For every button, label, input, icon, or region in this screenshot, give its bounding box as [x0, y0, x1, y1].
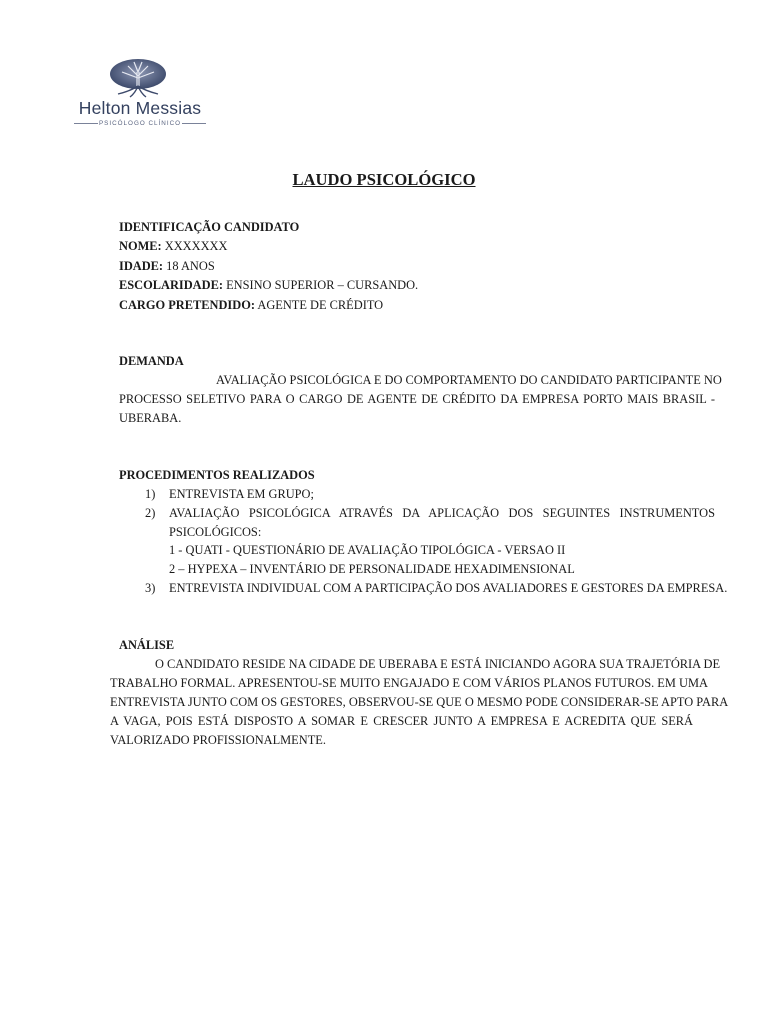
logo-name: Helton Messias	[78, 98, 202, 118]
list-item: ENTREVISTA INDIVIDUAL COM A PARTICIPAÇÃO DOS AVALIADORES E GESTORES DA EMPRESA.	[169, 581, 728, 595]
list-number: 2)	[145, 506, 156, 520]
field-value: ENSINO SUPERIOR – CURSANDO.	[226, 278, 419, 292]
field-value: XXXXXXX	[164, 239, 228, 253]
analysis-line-last: VALORIZADO PROFISSIONALMENTE.	[110, 733, 326, 747]
logo	[60, 54, 220, 126]
field-name	[119, 237, 227, 256]
field-value: 18 ANOS	[166, 259, 215, 273]
list-number: 1)	[145, 487, 156, 501]
list-item-text: AVALIAÇÃO PSICOLÓGICA ATRAVÉS DA APLICAÇÃO DOS SEGUINTES INSTRUMENTOS	[169, 506, 715, 520]
analysis-text: A VAGA, POIS ESTÁ DISPOSTO A SOMAR E CRESCER JUNTO A EMPRESA E ACREDITA QUE SERÁ	[110, 714, 693, 728]
identification-heading: IDENTIFICAÇÃO CANDIDATO	[119, 220, 300, 234]
tree-icon	[108, 58, 168, 98]
field-label: CARGO PRETENDIDO:	[119, 298, 255, 312]
analysis-text: TRABALHO FORMAL. APRESENTOU-SE MUITO ENGAJADO E COM VÁRIOS PLANOS FUTUROS. EM UMA	[110, 676, 708, 690]
field-value: AGENTE DE CRÉDITO	[257, 298, 384, 312]
field-label: IDADE:	[119, 259, 164, 273]
list-item: ENTREVISTA EM GRUPO;	[169, 487, 314, 501]
list-item-continued: PSICOLÓGICOS:	[169, 525, 262, 539]
field-label: NOME:	[119, 239, 162, 253]
field-age	[119, 257, 215, 276]
list-subitem: 1 - QUATI - QUESTIONÁRIO DE AVALIAÇÃO TIPOLÓGICA - VERSAO II	[169, 543, 566, 557]
analysis-heading: ANÁLISE	[119, 638, 175, 652]
analysis-text: ENTREVISTA JUNTO COM OS GESTORES, OBSERVOU-SE QUE O MESMO PODE CONSIDERAR-SE APTO PARA	[110, 695, 729, 709]
document-title: LAUDO PSICOLÓGICO	[292, 170, 476, 189]
demand-line	[119, 390, 715, 428]
logo-subtitle: PSICÓLOGO CLÍNICO	[98, 120, 182, 127]
analysis-text: O CANDIDATO RESIDE NA CIDADE DE UBERABA E ESTÁ INICIANDO AGORA SUA TRAJETÓRIA DE	[155, 657, 721, 671]
demand-text: AVALIAÇÃO PSICOLÓGICA E DO COMPORTAMENTO DO CANDIDATO PARTICIPANTE NO	[216, 373, 722, 387]
logo-divider-right	[182, 123, 206, 124]
demand-line-last: UBERABA.	[119, 411, 182, 425]
procedures-heading: PROCEDIMENTOS REALIZADOS	[119, 468, 315, 482]
list-subitem: 2 – HYPEXA – INVENTÁRIO DE PERSONALIDADE HEXADIMENSIONAL	[169, 562, 575, 576]
field-label: ESCOLARIDADE:	[119, 278, 223, 292]
field-position	[119, 296, 383, 315]
demand-text: PROCESSO SELETIVO PARA O CARGO DE AGENTE DE CRÉDITO DA EMPRESA PORTO MAIS BRASIL -	[119, 392, 715, 406]
list-number: 3)	[145, 581, 156, 595]
demand-heading: DEMANDA	[119, 354, 184, 368]
field-education	[119, 276, 418, 295]
